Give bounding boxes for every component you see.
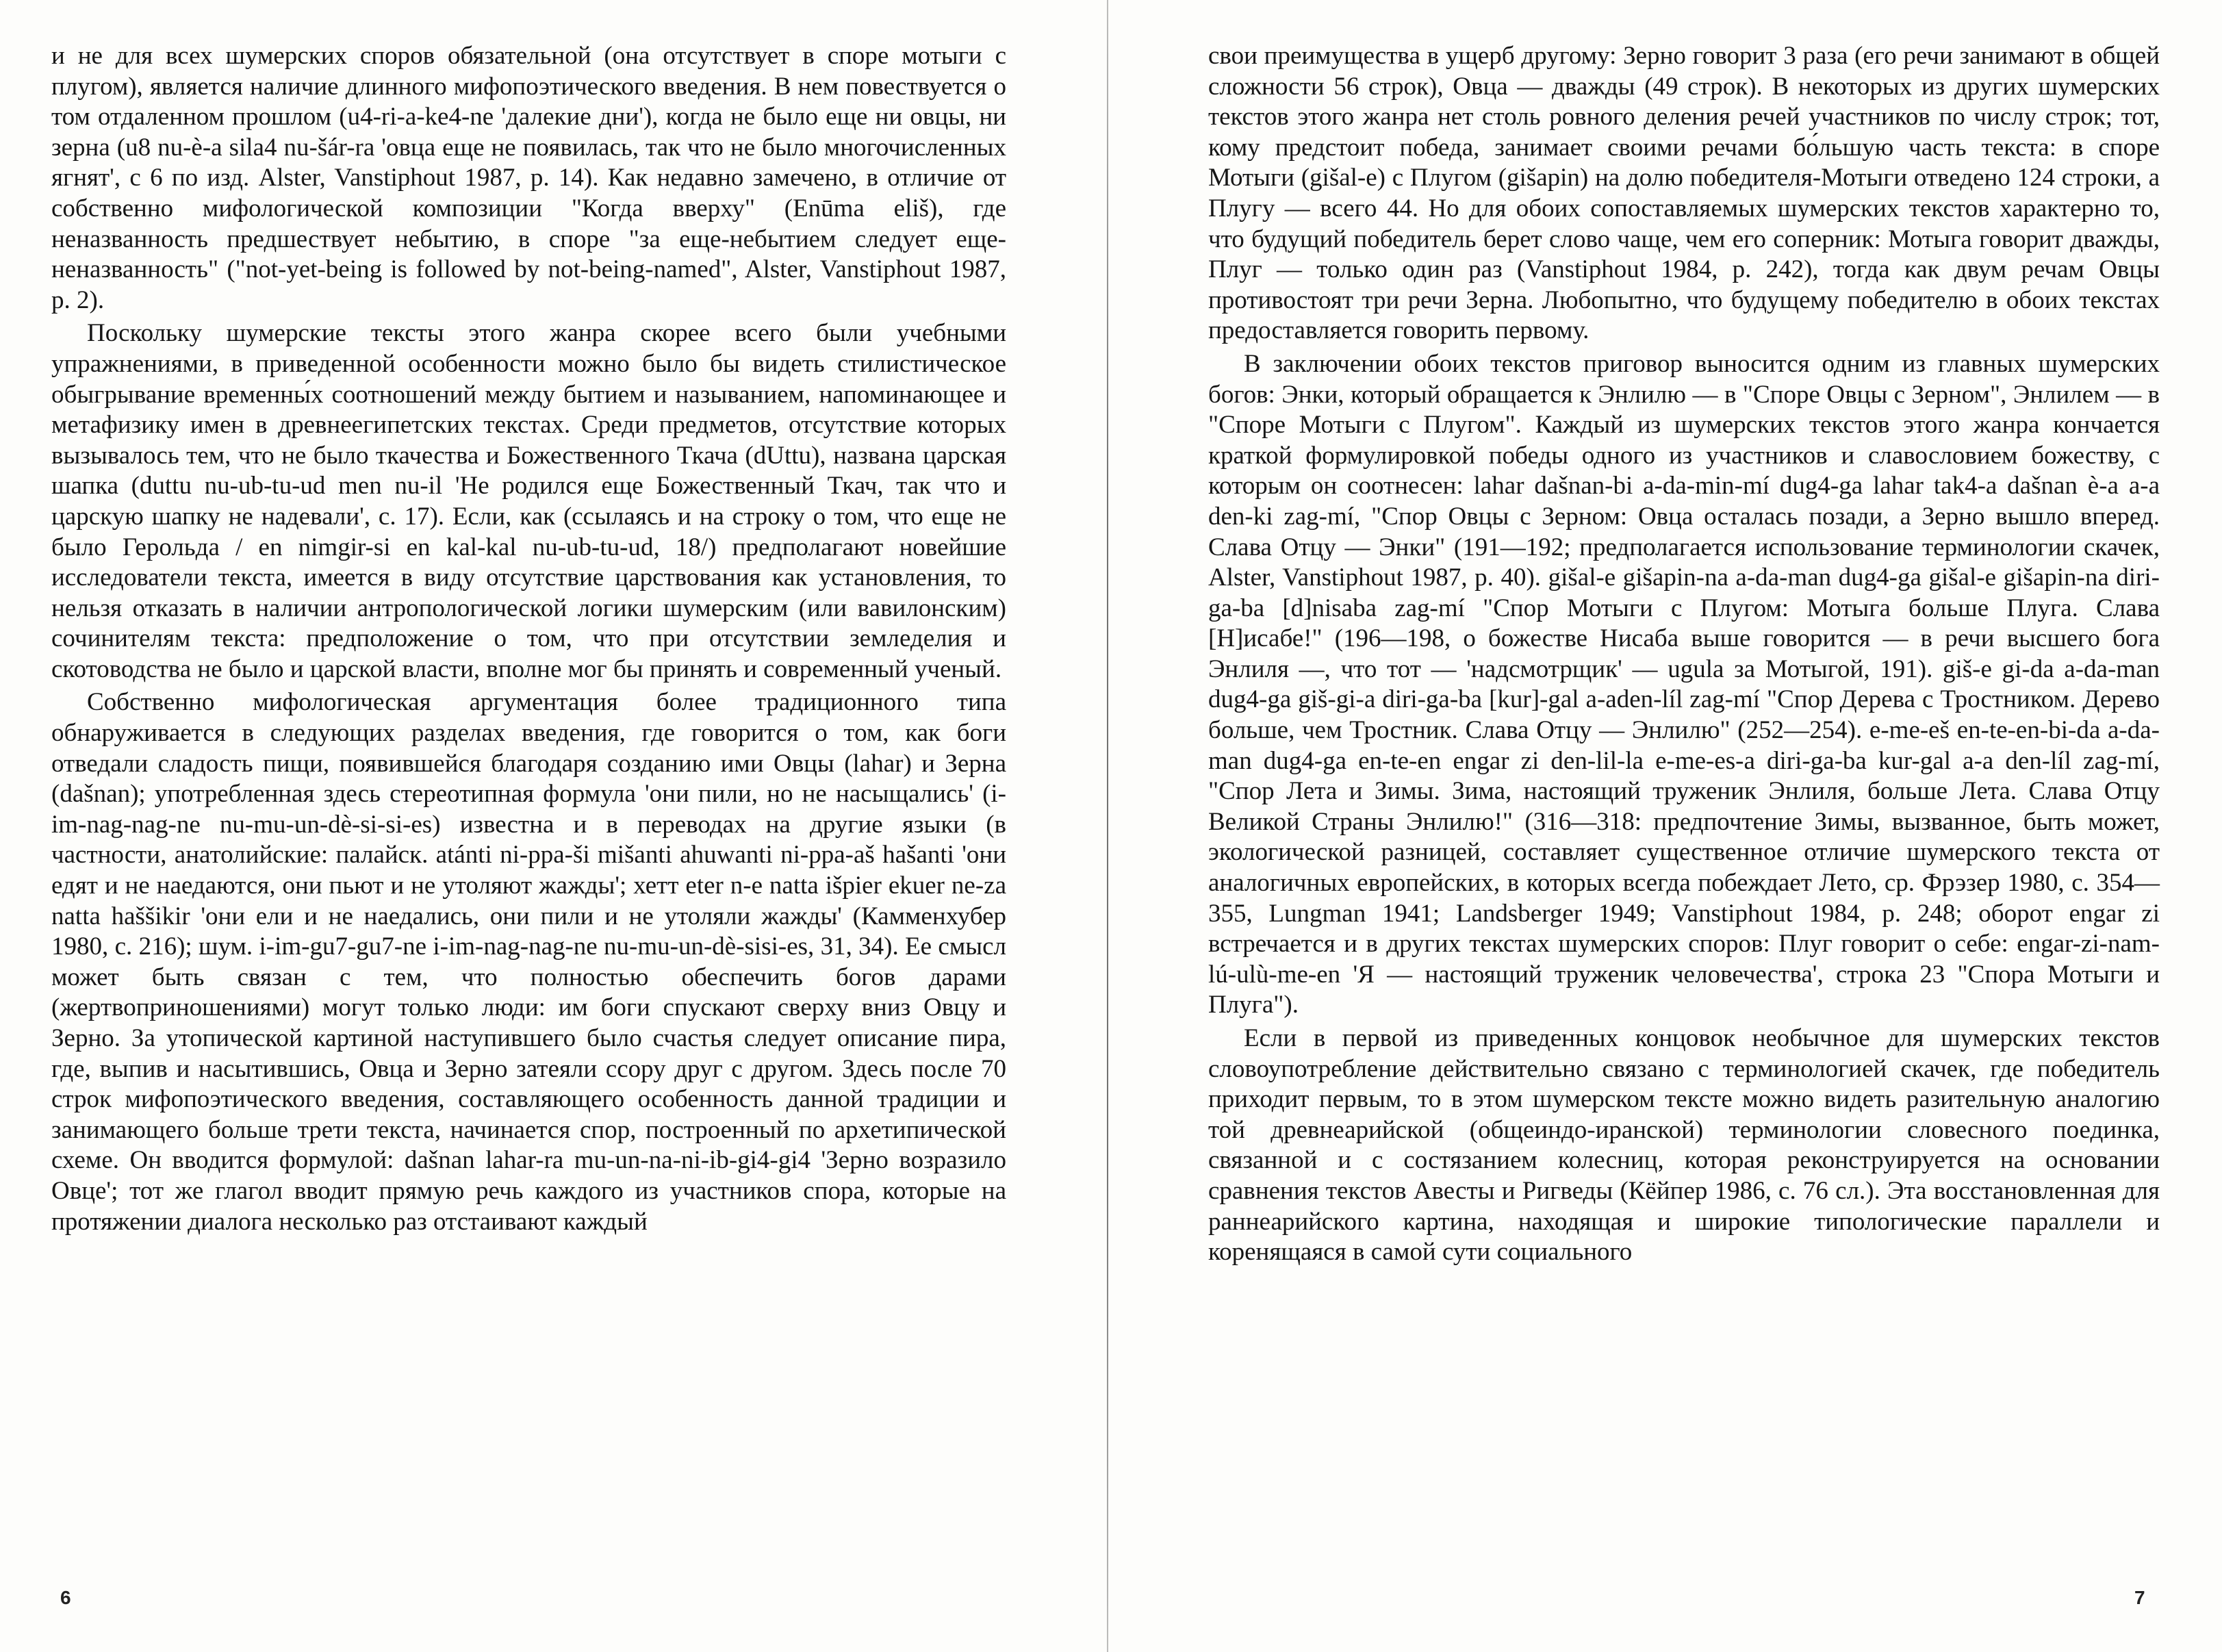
- right-paragraph-1: свои преимущества в ущерб другому: Зерно говорит 3 раза (его речи занимают в общей сложности 56 строк), Овца — дважды (49 строк). В некоторых из других шумерских текстов этого жанра нет столь ровного деления речей участников по числу строк; тот, кому предстоит победа, занимает своими речами бо́льшую часть текста: в споре Мотыги (gišal-e) с Плугом (gišapin) на долю победителя-Мотыги отведено 124 строки, а Плугу — всего 44. Но для обоих сопоставляемых шумерских текстов характерно то, что будущий победитель берет слово чаще, чем его соперник: Мотыга говорит дважды, Плуг — только один раз (Vanstiphout 1984, p. 242), тогда как двум речам Овцы противостоят три речи Зерна. Любопытно, что будущему победителю в обоих текстах предоставляется говорить первому.: [1208, 42, 2160, 345]
- left-paragraph-2: Поскольку шумерские тексты этого жанра скорее всего были учебными упражнениями, в приведенной особенности можно было бы видеть стилистическое обыгрывание временны́х соотношений между бытием и называнием, напоминающее и метафизику имен в древнеегипетских текстах. Среди предметов, отсутствие которых вызывалось тем, что не было ткачества и Божественного Ткача (dUttu), названа царская шапка (duttu nu-ub-tu-ud men nu-il 'Не родился еще Божественный Ткач, так что и царскую шапку не надевали', с. 17). Если, как (ссылаясь и на строку о том, что еще не было Герольда / en nimgir-si en kal-kal nu-ub-tu-ud, 18/) предполагают новейшие исследователи текста, имеется в виду отсутствие царствования как установления, то нельзя отказать в наличии антропологической логики шумерским (или вавилонским) сочинителям текста: предположение о том, что при отсутствии земледелия и скотоводства не было и царской власти, вполне мог бы принять и современный ученый.: [51, 319, 1006, 683]
- left-page: [51, 41, 1006, 1636]
- left-paragraph-3: Собственно мифологическая аргументация более традиционного типа обнаруживается в следующих разделах введения, где говорится о том, как боги отведали сладость пищи, появившейся благодаря созданию ими Овцы (lahar) и Зерна (dašnan); употребленная здесь стереотипная формула 'они пили, но не насыщались' (i-im-nag-nag-ne nu-mu-un-dè-si-si-es) известна и в переводах на другие языки (в частности, анатолийские: палайск. atánti ni-ppa-ši mišanti ahuwanti ni-ppa-aš hašanti 'они едят и не наедаются, они пьют и не утоляют жажды'; хетт eter n-e natta išpier ekuer ne-za natta haššikir 'они ели и не наедались, они пили и не утоляли жажды' (Камменхубер 1980, с. 216); шум. i-im-gu7-gu7-ne i-im-nag-nag-ne nu-mu-un-dè-sisi-es, 31, 34). Ее смысл может быть связан с тем, что полностью обеспечить богов дарами (жертвоприношениями) могут только люди: им боги спускают сверху вниз Овцу и Зерно. За утопической картиной наступившего было счастья следует описание пира, где, выпив и насытившись, Овца и Зерно затеяли ссору друг с другом. Здесь после 70 строк мифопоэтического введения, составляющего особенность данной традиции и занимающего больше трети текста, начинается спор, построенный по архетипической схеме. Он вводится формулой: dašnan lahar-ra mu-un-na-ni-ib-gi4-gi4 'Зерно возразило Овце'; тот же глагол вводит прямую речь каждого из участников спора, которые на протяжении диалога несколько раз отстаивают каждый: [51, 688, 1006, 1236]
- left-page-number: 6: [60, 1587, 71, 1608]
- right-page-number: 7: [2134, 1587, 2145, 1608]
- right-paragraph-2: В заключении обоих текстов приговор выносится одним из главных шумерских богов: Энки, который обращается к Энлилю — в "Споре Овцы с Зерном", Энлилем — в "Споре Мотыги с Плугом". Каждый из шумерских текстов этого жанра кончается краткой формулировкой победы одного из участников и славословием божеству, с которым он соотнесен: lahar dašnan-bi a-da-min-mí dug4-ga lahar tak4-a dašnan è-a a-a den-ki zag-mí, "Спор Овцы с Зерном: Овца осталась позади, а Зерно вышло вперед. Слава Отцу — Энки" (191—192; предполагается использование терминологии скачек, Alster, Vanstiphout 1987, p. 40). gišal-e gišapin-na a-da-man dug4-ga gišal-e gišapin-na diri-ga-ba [d]nisaba zag-mí "Спор Мотыги с Плугом: Мотыга больше Плуга. Слава [Н]исабе!" (196—198, о божестве Нисаба выше говорится — в речи высшего бога Энлиля —, что тот — 'надсмотрщик' — ugula за Мотыгой, 191). giš-e gi-da a-da-man dug4-ga giš-gi-a diri-ga-ba [kur]-gal a-aden-líl zag-mí "Спор Дерева с Тростником. Дерево больше, чем Тростник. Слава Отцу — Энлилю" (252—254). e-me-eš en-te-en-bi-da a-da-man dug4-ga en-te-en engar zi den-lil-la e-me-es-a diri-ga-ba kur-gal a-a den-líl zag-mí, "Спор Лета и Зимы. Зима, настоящий труженик Энлиля, больше Лета. Слава Отцу Великой Страны Энлилю!" (316—318: предпочтение Зимы, вызванное, быть может, экологической разницей, составляет существенное отличие шумерского текста от аналогичных европейских, в которых всегда побеждает Лето, ср. Фрэзер 1980, с. 354—355, Lungman 1941; Landsberger 1949; Vanstiphout 1984, p. 248; оборот engar zi встречается и в других текстах шумерских споров: Плуг говорит о себе: engar-zi-nam-lú-ulù-me-en 'Я — настоящий труженик человечества', строка 23 "Спора Мотыги и Плуга").: [1208, 349, 2160, 1019]
- left-paragraph-1: и не для всех шумерских споров обязательной (она отсутствует в споре мотыги с плугом), является наличие длинного мифопоэтического введения. В нем повествуется о том отдаленном прошлом (u4-ri-a-ke4-ne 'далекие дни'), когда не было еще ни овцы, ни зерна (u8 nu-è-a sila4 nu-šár-ra 'овца еще не появилась, так что не было многочисленных ягнят', с 6 по изд. Alster, Vanstiphout 1987, p. 14). Как недавно замечено, в отличие от собственно мифологической композиции "Когда вверху" (Enūma eliš), где неназванность предшествует небытию, в споре "за еще-небытием следует еще-неназванность" ("not-yet-being is followed by not-being-named", Alster, Vanstiphout 1987, p. 2).: [51, 42, 1006, 314]
- right-page: [1208, 41, 2160, 1636]
- right-paragraph-3: Если в первой из приведенных концовок необычное для шумерских текстов словоупотребление действительно связано с терминологией скачек, где победитель приходит первым, то в этом шумерском тексте можно видеть разительную аналогию той древнеарийской (общеиндо-иранской) терминологии словесного поединка, связанной и с состязанием колесниц, которая реконструируется на основании сравнения текстов Авесты и Ригведы (Кёйпер 1986, с. 76 сл.). Эта восстановленная для раннеарийского картина, находящая и широкие типологические параллели и коренящаяся в самой сути социального: [1208, 1024, 2160, 1267]
- page-fold-divider: [1107, 0, 1108, 1652]
